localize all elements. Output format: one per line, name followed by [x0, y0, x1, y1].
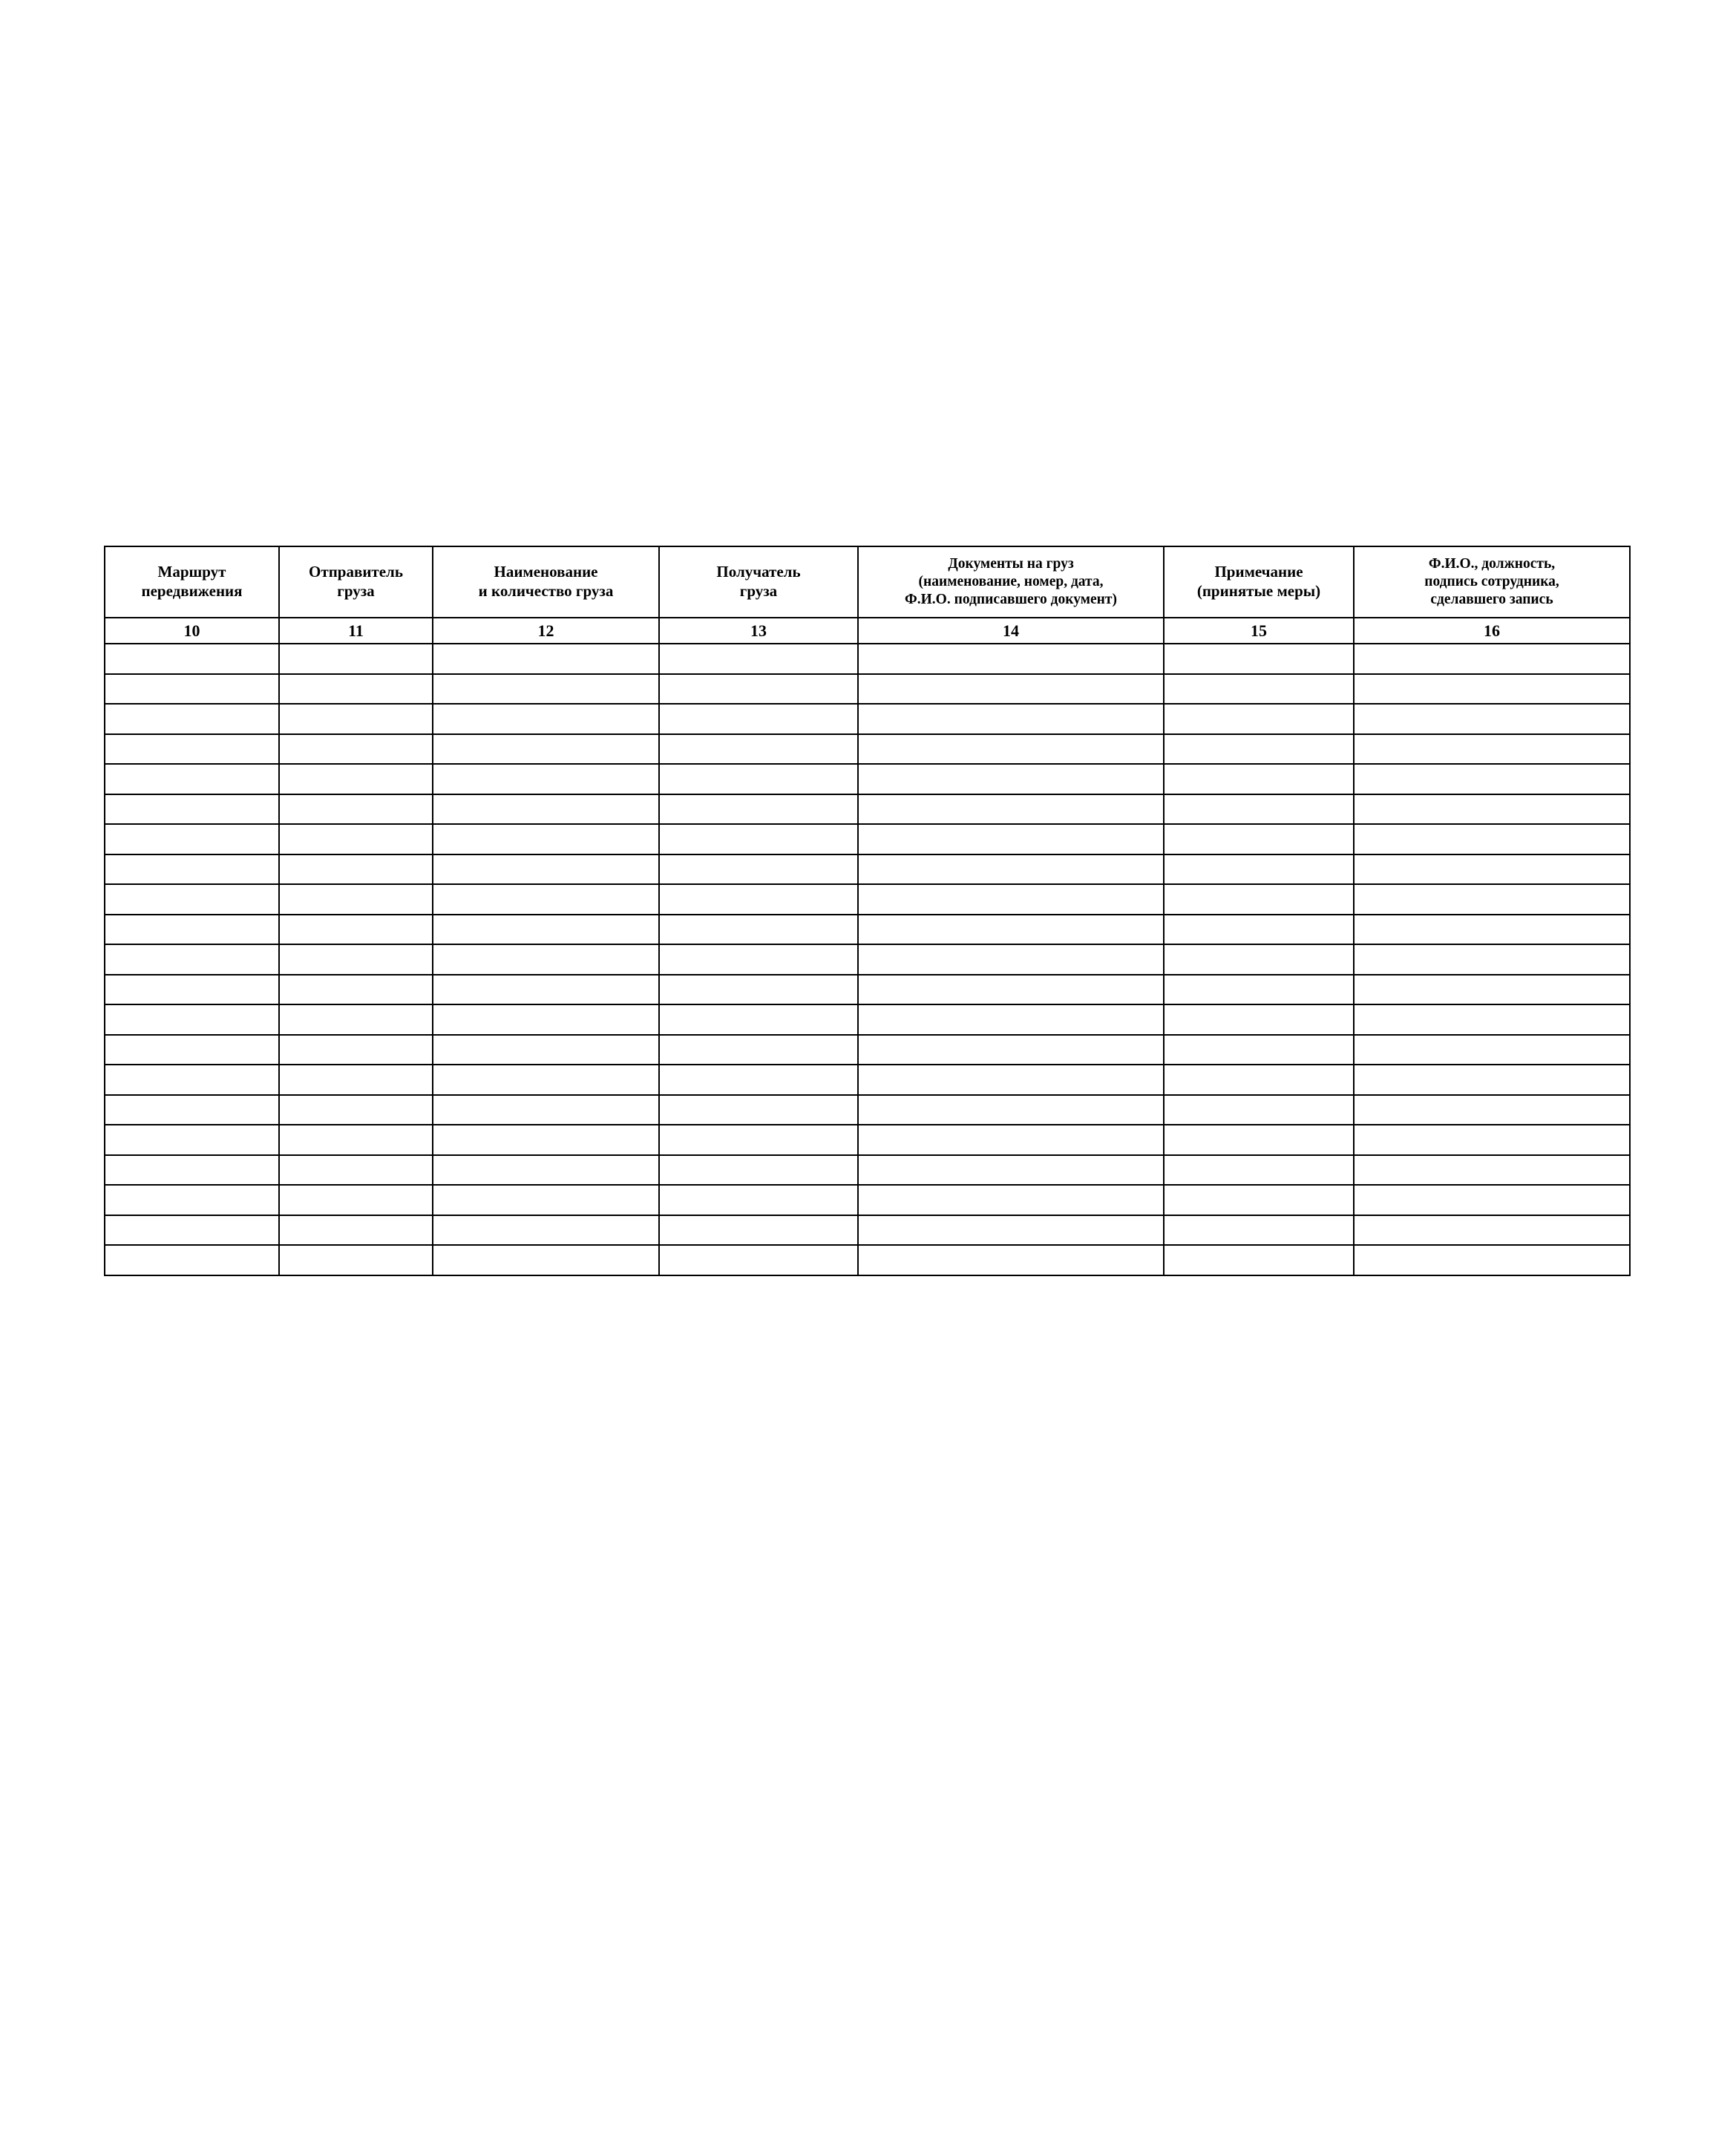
table-cell[interactable]	[858, 734, 1164, 765]
table-cell[interactable]	[279, 704, 433, 734]
column-number-10: 10	[105, 618, 279, 644]
table-cell[interactable]	[433, 884, 659, 915]
table-cell[interactable]	[279, 1004, 433, 1035]
table-cell[interactable]	[433, 1185, 659, 1215]
table-cell[interactable]	[858, 674, 1164, 705]
table-cell[interactable]	[1164, 975, 1354, 1005]
table-row	[105, 794, 1630, 825]
table-cell[interactable]	[858, 1155, 1164, 1186]
table-row	[105, 1245, 1630, 1275]
table-cell[interactable]	[659, 915, 858, 945]
table-cell[interactable]	[279, 975, 433, 1005]
table-cell[interactable]	[1164, 764, 1354, 794]
table-cell[interactable]	[1354, 975, 1630, 1005]
table-cell[interactable]	[105, 1155, 279, 1186]
table-cell[interactable]	[1164, 1095, 1354, 1125]
table-cell[interactable]	[279, 644, 433, 674]
table-cell[interactable]	[279, 1035, 433, 1065]
column-header-cargo-name-quantity: Наименование и количество груза	[433, 546, 659, 618]
table-cell[interactable]	[858, 704, 1164, 734]
table-cell[interactable]	[1354, 674, 1630, 705]
table-cell[interactable]	[1354, 794, 1630, 825]
table-row	[105, 915, 1630, 945]
table-cell[interactable]	[1164, 1215, 1354, 1246]
table-cell[interactable]	[433, 1004, 659, 1035]
table-cell[interactable]	[858, 915, 1164, 945]
table-cell[interactable]	[433, 1035, 659, 1065]
cargo-log-table	[104, 546, 1631, 1276]
table-cell[interactable]	[279, 764, 433, 794]
table-cell[interactable]	[1164, 944, 1354, 975]
table-cell[interactable]	[659, 764, 858, 794]
table-cell[interactable]	[858, 794, 1164, 825]
table-cell[interactable]	[659, 1245, 858, 1275]
table-cell[interactable]	[1354, 1215, 1630, 1246]
table-cell[interactable]	[858, 1065, 1164, 1095]
table-cell[interactable]	[659, 944, 858, 975]
column-header-route: Маршрут передвижения	[105, 546, 279, 618]
table-cell[interactable]	[279, 944, 433, 975]
table-cell[interactable]	[659, 854, 858, 885]
table-cell[interactable]	[1164, 1004, 1354, 1035]
table-cell[interactable]	[1354, 1035, 1630, 1065]
table-cell[interactable]	[105, 794, 279, 825]
table-cell[interactable]	[279, 854, 433, 885]
table-cell[interactable]	[659, 1035, 858, 1065]
table-cell[interactable]	[1354, 1155, 1630, 1186]
table-cell[interactable]	[1164, 884, 1354, 915]
table-cell[interactable]	[858, 1004, 1164, 1035]
table-cell[interactable]	[279, 915, 433, 945]
table-cell[interactable]	[433, 764, 659, 794]
column-header-sender: Отправитель груза	[279, 546, 433, 618]
table-row	[105, 1035, 1630, 1065]
table-cell[interactable]	[659, 975, 858, 1005]
table-cell[interactable]	[105, 854, 279, 885]
table-row	[105, 674, 1630, 705]
table-row	[105, 854, 1630, 885]
table-cell[interactable]	[105, 1125, 279, 1155]
table-cell[interactable]	[1354, 944, 1630, 975]
table-cell[interactable]	[1164, 1245, 1354, 1275]
table-row	[105, 1185, 1630, 1215]
table-cell[interactable]	[1354, 644, 1630, 674]
table-header-row	[105, 546, 1630, 618]
table-cell[interactable]	[858, 1125, 1164, 1155]
table-row	[105, 824, 1630, 854]
table-cell[interactable]	[105, 1095, 279, 1125]
table-cell[interactable]	[1354, 734, 1630, 765]
column-number-13: 13	[659, 618, 858, 644]
table-cell[interactable]	[659, 704, 858, 734]
table-cell[interactable]	[1354, 704, 1630, 734]
table-cell[interactable]	[433, 854, 659, 885]
table-cell[interactable]	[1354, 1095, 1630, 1125]
table-cell[interactable]	[659, 644, 858, 674]
table-cell[interactable]	[858, 764, 1164, 794]
table-row	[105, 1155, 1630, 1186]
table-cell[interactable]	[1354, 1065, 1630, 1095]
column-header-note: Примечание (принятые меры)	[1164, 546, 1354, 618]
table-cell[interactable]	[433, 915, 659, 945]
table-cell[interactable]	[105, 1245, 279, 1275]
column-number-14: 14	[858, 618, 1164, 644]
column-header-cargo-documents: Документы на груз (наименование, номер, дата, Ф.И.О. подписавшего документ)	[858, 546, 1164, 618]
table-cell[interactable]	[105, 944, 279, 975]
table-cell[interactable]	[659, 674, 858, 705]
table-cell[interactable]	[659, 1095, 858, 1125]
table-row	[105, 975, 1630, 1005]
table-cell[interactable]	[858, 1245, 1164, 1275]
table-cell[interactable]	[279, 1215, 433, 1246]
table-cell[interactable]	[279, 1155, 433, 1186]
table-cell[interactable]	[433, 824, 659, 854]
column-number-11: 11	[279, 618, 433, 644]
column-number-16: 16	[1354, 618, 1630, 644]
table-cell[interactable]	[433, 734, 659, 765]
table-cell[interactable]	[433, 1065, 659, 1095]
table-cell[interactable]	[105, 1215, 279, 1246]
table-cell[interactable]	[659, 1155, 858, 1186]
table-cell[interactable]	[105, 1035, 279, 1065]
table-cell[interactable]	[433, 1245, 659, 1275]
table-cell[interactable]	[659, 734, 858, 765]
cargo-log-table-container	[104, 546, 1629, 1276]
table-cell[interactable]	[433, 704, 659, 734]
table-cell[interactable]	[858, 824, 1164, 854]
table-cell[interactable]	[1164, 1185, 1354, 1215]
table-cell[interactable]	[858, 975, 1164, 1005]
table-cell[interactable]	[1164, 704, 1354, 734]
table-cell[interactable]	[433, 674, 659, 705]
table-cell[interactable]	[858, 1035, 1164, 1065]
column-header-employee-signature: Ф.И.О., должность, подпись сотрудника, сделавшего запись	[1354, 546, 1630, 618]
table-cell[interactable]	[1354, 854, 1630, 885]
table-cell[interactable]	[279, 1095, 433, 1125]
table-cell[interactable]	[433, 944, 659, 975]
table-cell[interactable]	[858, 944, 1164, 975]
table-cell[interactable]	[105, 1004, 279, 1035]
table-cell[interactable]	[105, 674, 279, 705]
table-cell[interactable]	[279, 824, 433, 854]
table-body	[105, 644, 1630, 1275]
table-cell[interactable]	[279, 734, 433, 765]
table-cell[interactable]	[105, 644, 279, 674]
table-cell[interactable]	[659, 1065, 858, 1095]
table-cell[interactable]	[1164, 1065, 1354, 1095]
table-row	[105, 1215, 1630, 1246]
table-cell[interactable]	[858, 884, 1164, 915]
table-cell[interactable]	[279, 884, 433, 915]
table-cell[interactable]	[858, 644, 1164, 674]
table-cell[interactable]	[858, 1215, 1164, 1246]
table-cell[interactable]	[279, 794, 433, 825]
table-row	[105, 1065, 1630, 1095]
table-cell[interactable]	[1354, 1185, 1630, 1215]
table-cell[interactable]	[105, 915, 279, 945]
table-cell[interactable]	[858, 1095, 1164, 1125]
table-cell[interactable]	[279, 1065, 433, 1095]
column-number-12: 12	[433, 618, 659, 644]
table-cell[interactable]	[1354, 915, 1630, 945]
table-cell[interactable]	[1164, 794, 1354, 825]
table-cell[interactable]	[279, 1245, 433, 1275]
table-cell[interactable]	[105, 975, 279, 1005]
table-cell[interactable]	[858, 1185, 1164, 1215]
table-cell[interactable]	[659, 794, 858, 825]
table-row	[105, 944, 1630, 975]
table-cell[interactable]	[433, 975, 659, 1005]
column-header-receiver: Получатель груза	[659, 546, 858, 618]
table-cell[interactable]	[1354, 824, 1630, 854]
table-row	[105, 644, 1630, 674]
table-row	[105, 1125, 1630, 1155]
table-cell[interactable]	[279, 674, 433, 705]
table-cell[interactable]	[659, 1125, 858, 1155]
table-cell[interactable]	[279, 1185, 433, 1215]
table-cell[interactable]	[1164, 1155, 1354, 1186]
table-cell[interactable]	[1354, 764, 1630, 794]
table-cell[interactable]	[433, 1155, 659, 1186]
table-cell[interactable]	[1164, 1035, 1354, 1065]
table-cell[interactable]	[1164, 1125, 1354, 1155]
table-cell[interactable]	[105, 734, 279, 765]
table-header	[105, 546, 1630, 644]
table-cell[interactable]	[1164, 644, 1354, 674]
table-cell[interactable]	[1164, 824, 1354, 854]
table-cell[interactable]	[659, 824, 858, 854]
table-cell[interactable]	[1164, 915, 1354, 945]
table-row	[105, 734, 1630, 765]
table-cell[interactable]	[659, 1185, 858, 1215]
table-cell[interactable]	[433, 794, 659, 825]
table-cell[interactable]	[105, 704, 279, 734]
table-cell[interactable]	[433, 1095, 659, 1125]
table-column-number-row	[105, 618, 1630, 644]
table-cell[interactable]	[1164, 674, 1354, 705]
table-cell[interactable]	[279, 1125, 433, 1155]
table-cell[interactable]	[433, 644, 659, 674]
table-cell[interactable]	[659, 1215, 858, 1246]
table-cell[interactable]	[1354, 1245, 1630, 1275]
table-cell[interactable]	[433, 1125, 659, 1155]
table-row	[105, 764, 1630, 794]
table-row	[105, 704, 1630, 734]
table-cell[interactable]	[433, 1215, 659, 1246]
table-cell[interactable]	[659, 1004, 858, 1035]
table-row	[105, 1004, 1630, 1035]
table-cell[interactable]	[105, 824, 279, 854]
table-cell[interactable]	[858, 854, 1164, 885]
table-cell[interactable]	[1354, 1125, 1630, 1155]
table-cell[interactable]	[105, 1065, 279, 1095]
table-cell[interactable]	[105, 764, 279, 794]
table-cell[interactable]	[1164, 734, 1354, 765]
table-cell[interactable]	[105, 1185, 279, 1215]
table-row	[105, 1095, 1630, 1125]
column-number-15: 15	[1164, 618, 1354, 644]
table-cell[interactable]	[1354, 1004, 1630, 1035]
table-cell[interactable]	[659, 884, 858, 915]
table-cell[interactable]	[1164, 854, 1354, 885]
table-cell[interactable]	[105, 884, 279, 915]
table-row	[105, 884, 1630, 915]
table-cell[interactable]	[1354, 884, 1630, 915]
